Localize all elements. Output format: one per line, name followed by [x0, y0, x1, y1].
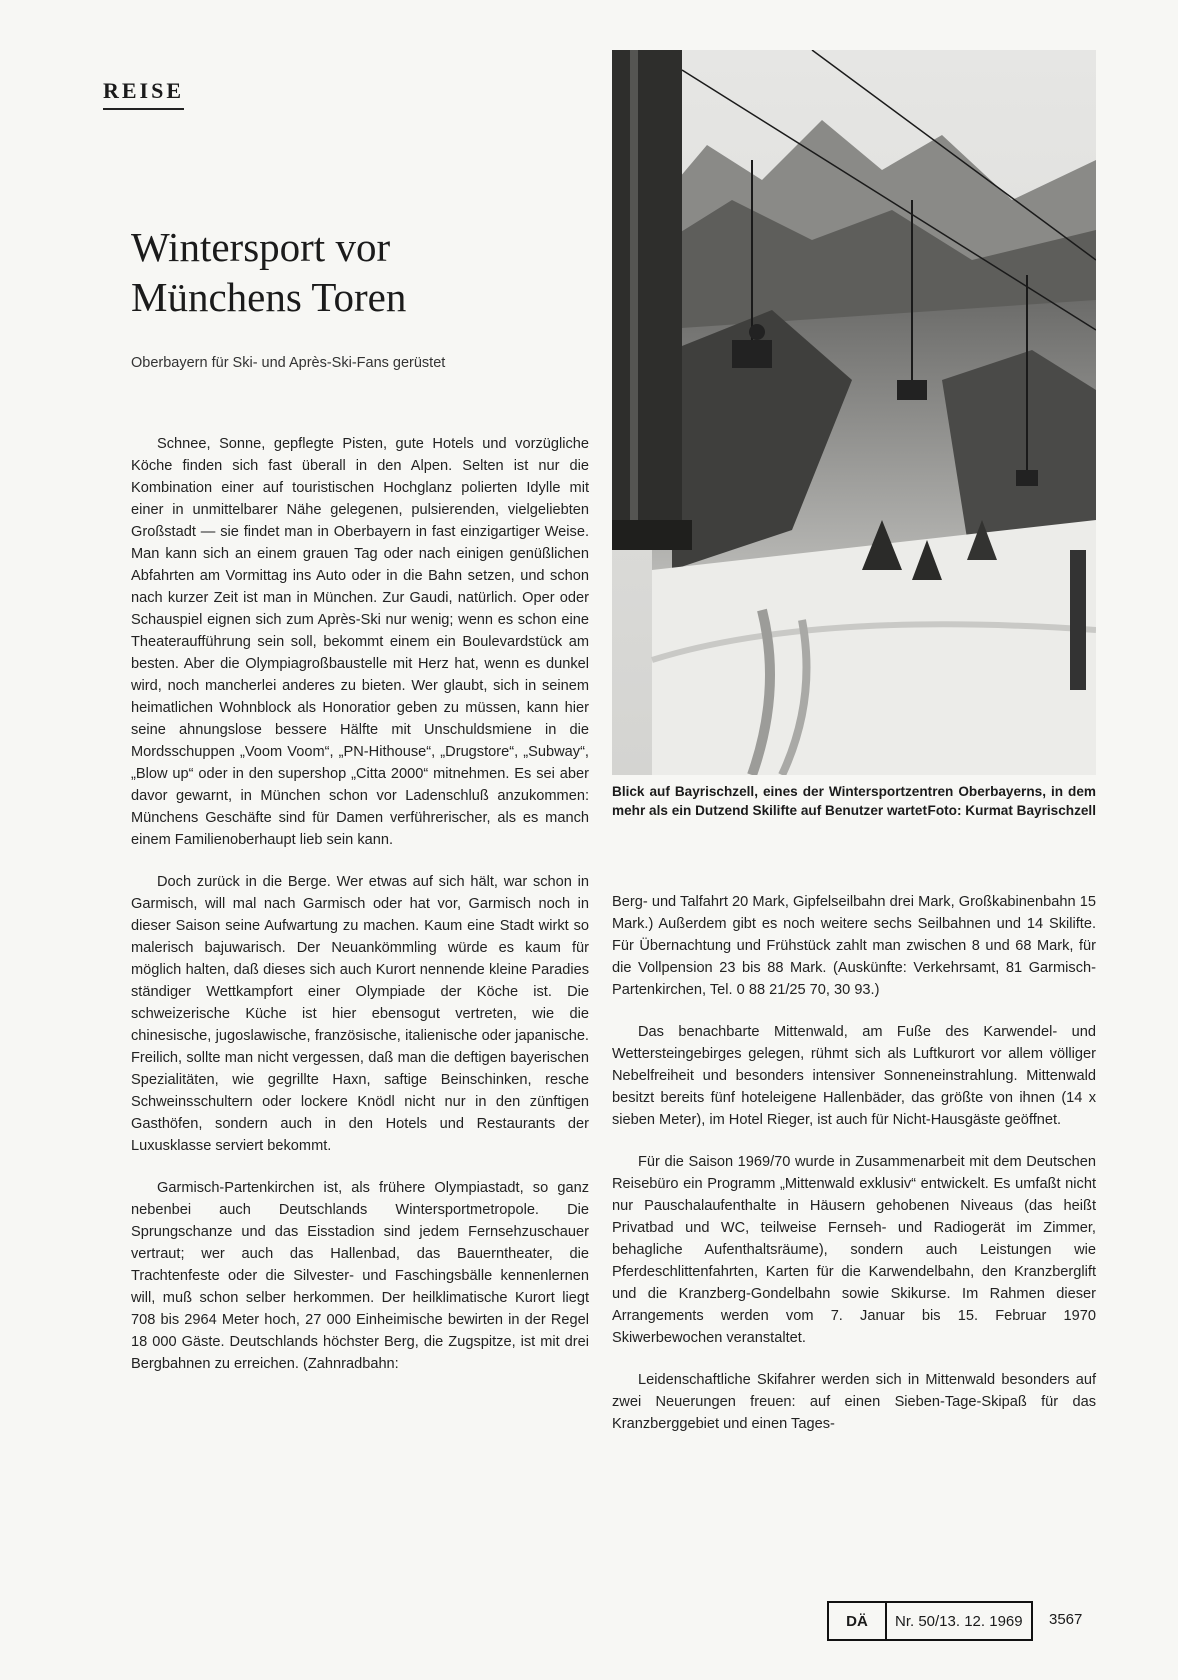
- paragraph: Für die Saison 1969/70 wurde in Zusammenarbeit mit dem Deutschen Reisebüro ein Programm „Mittenwald exklusiv“ entwickelt. Es umfaßt nicht nur Pauschalaufenthalte in Häusern gehobenen Niveaus (das heißt Privatbad und WC, teilweise Fernseh- und Radiogerät im Zimmer, behagliche Aufenthaltsräume), sondern auch Leistungen wie Pferdeschlittenfahrten, Karten für die Karwendelbahn, den Kranzberglift und die Kranzberg-Gondelbahn sowie Skikurse. Im Rahmen dieser Arrangements werden vom 7. Januar bis 15. Februar 1970 Skiwerbewochen veranstaltet.: [612, 1154, 1096, 1346]
- photo-credit: Foto: Kurmat Bayrischzell: [927, 803, 1096, 818]
- caption-text: Blick auf Bayrischzell, eines der Wintersportzentren Oberbayerns, in dem mehr als ein Dutzend Skilifte auf Benutzer wartet: [612, 784, 1096, 818]
- article-title: Wintersport vor Münchens Toren: [131, 224, 407, 320]
- photo-caption: [612, 782, 1096, 820]
- paragraph: Doch zurück in die Berge. Wer etwas auf sich hält, war schon in Garmisch, will mal nach Garmisch oder hat vor, Garmisch noch in dieser Saison seine Aufwartung zu machen. Kaum eine Stadt wirkt so malerisch bajuwarisch. Der Neuankömmling würde es kaum für möglich halten, daß dieses sich auch Kurort nennende kleine Paradies ständiger Wettkampfort einer Olympiade der Köche ist. Die schweizerische Küche ist hier ebensogut vertreten, wie die chinesische, jugoslawische, französische, italienische oder japanische. Freilich, sollte man nicht vergessen, daß man die deftigen bayerischen Spezialitäten, wie gegrillte Haxn, saftige Beinschinken, resche Schweinsschultern oder lockere Knödl nicht nur in den zünftigen Gasthöfen, sondern auch in den Hotels und Restaurants der Luxusklasse serviert bekommt.: [131, 874, 589, 1154]
- paragraph: Schnee, Sonne, gepflegte Pisten, gute Hotels und vorzügliche Köche finden sich fast überall in den Alpen. Selten ist nur die Kombination einer auf touristischen Hochglanz polierten Idylle mit einer in unmittelbarer Nähe gelegenen, pulsierenden, vielgeliebten Großstadt — sie findet man in Oberbayern in fast einzigartiger Weise. Man kann sich an einem grauen Tag oder nach einigen genüßlichen Abfahrten am Vormittag ins Auto oder in die Bahn setzen, und schon nach kurzer Zeit ist man in München. Zur Gaudi, natürlich. Oper oder Schauspiel eignen sich zum Après-Ski nur wenig; wenn es schon eine Theateraufführung sein soll, bekommt einem ein Boulevardstück am besten. Aber die Olympiagroßbaustelle mit Herz hat, wenn es dunkel wird, noch mancherlei anderes zu bieten. Wer glaubt, sich in seinem heimatlichen Wohnblock als Honoratior geben zu müssen, kann hier seine ahnungslose bessere Hälfte mit Unschuldsmiene in die Mordsschuppen „Voom Voom“, „PN-Hithouse“, „Drugstore“, „Subway“, „Blow up“ oder in den supershop „Citta 2000“ mitnehmen. Es sei aber davor gewarnt, in München schon vor Ladenschluß anzukommen: Münchens Geschäfte sind für Damen verführerischer, als es manch einem Familienoberhaupt lieb sein kann.: [131, 436, 589, 848]
- paragraph: Das benachbarte Mittenwald, am Fuße des Karwendel- und Wettersteingebirges gelegen, rühmt sich als Luftkurort vor allem völliger Nebelfreiheit und besonders intensiver Sonneneinstrahlung. Mittenwald besitzt bereits fünf hoteleigene Hallenbäder, das größte von ihnen (14 x sieben Meter), im Hotel Rieger, ist auch für Nicht-Hausgäste geöffnet.: [612, 1024, 1096, 1128]
- section-label: REISE: [103, 78, 184, 110]
- page-number: 3567: [1049, 1611, 1083, 1628]
- paragraph: Berg- und Talfahrt 20 Mark, Gipfelseilbahn drei Mark, Großkabinenbahn 15 Mark.) Außerdem gibt es noch weitere sechs Seilbahnen und 14 Skilifte. Für Übernachtung und Frühstück zahlt man zwischen 8 und 68 Mark, für die Vollpension 23 bis 88 Mark. (Auskünfte: Verkehrsamt, 81 Garmisch-Partenkirchen, Tel. 0 88 21/25 70, 30 93.): [612, 894, 1096, 998]
- ski-lift-photo: [612, 50, 1096, 775]
- paragraph: Garmisch-Partenkirchen ist, als frühere Olympiastadt, so ganz nebenbei auch Deutschlands Wintersportmetropole. Die Sprungschanze und das Eisstadion sind jedem Fernsehzuschauer vertraut; wer auch das Hallenbad, das Bauerntheater, die Trachtenfeste oder die Silvester- und Faschingsbälle kennenlernen will, muß schon selber herkommen. Der heilklimatische Kurort liegt 708 bis 2964 Meter hoch, 27 000 Einheimische bewirten in der Regel 18 000 Gäste. Deutschlands höchster Berg, die Zugspitze, ist mit drei Bergbahnen zu erreichen. (Zahnradbahn:: [131, 1180, 589, 1372]
- article-column-right: [612, 891, 1096, 1455]
- article-subtitle: Oberbayern für Ski- und Après-Ski-Fans gerüstet: [131, 355, 446, 371]
- issue-date: Nr. 50/13. 12. 1969: [895, 1612, 1023, 1630]
- paragraph: Leidenschaftliche Skifahrer werden sich in Mittenwald besonders auf zwei Neuerungen freuen: auf einen Sieben-Tage-Skipaß für das Kranzberggebiet und einen Tages-: [612, 1372, 1096, 1432]
- publication-footer: [827, 1601, 1033, 1641]
- article-column-left: [131, 433, 589, 1395]
- ski-lift-illustration: [612, 50, 1096, 775]
- publication-abbrev: DÄ: [829, 1603, 887, 1639]
